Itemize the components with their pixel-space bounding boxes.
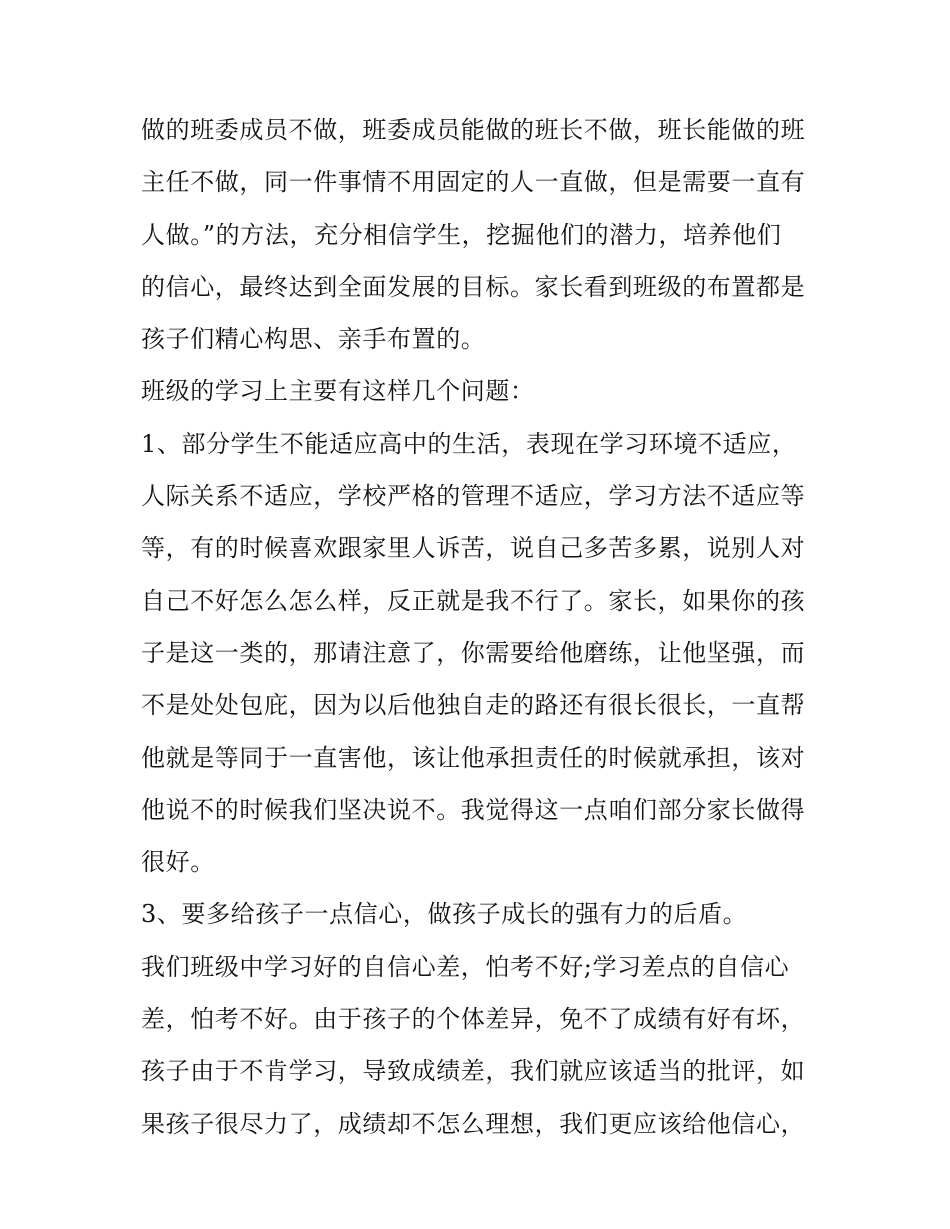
text-line: 班级的学习上主要有这样几个问题： bbox=[141, 377, 535, 406]
text-line: 做的班委成员不做，班委成员能做的班长不做，班长能做的班 bbox=[141, 116, 806, 144]
text-line: 3、要多给孩子一点信心，做孩子成长的强有力的后盾。 bbox=[141, 900, 748, 929]
text-line: 差，怕考不好。由于孩子的个体差异，免不了成绩有好有坏， bbox=[141, 1005, 806, 1034]
text-line: 的信心，最终达到全面发展的目标。家长看到班级的布置都是 bbox=[141, 272, 806, 301]
text-line: 1、部分学生不能适应高中的生活，表现在学习环境不适应， bbox=[141, 429, 797, 458]
text-line: 自己不好怎么怎么样，反正就是我不行了。家长，如果你的孩 bbox=[141, 586, 806, 615]
text-line: 不是处处包庇，因为以后他独自走的路还有很长很长，一直帮 bbox=[141, 691, 806, 720]
text-line: 孩子们精心构思、亲手布置的。 bbox=[141, 325, 486, 354]
text-line: 子是这一类的，那请注意了，你需要给他磨练，让他坚强，而 bbox=[141, 638, 806, 667]
text-line: 主任不做，同一件事情不用固定的人一直做，但是需要一直有 bbox=[141, 168, 806, 197]
text-line: 他就是等同于一直害他，该让他承担责任的时候就承担，该对 bbox=[141, 743, 806, 772]
text-line: 果孩子很尽力了，成绩却不怎么理想，我们更应该给他信心， bbox=[141, 1109, 806, 1138]
body-text bbox=[141, 104, 821, 1150]
text-line: 等，有的时候喜欢跟家里人诉苦，说自己多苦多累，说别人对 bbox=[141, 534, 806, 563]
text-line: 孩子由于不肯学习，导致成绩差，我们就应该适当的批评，如 bbox=[141, 1057, 806, 1086]
text-line: 我们班级中学习好的自信心差，怕考不好;学习差点的自信心 bbox=[141, 952, 790, 981]
text-line: 人做。”的方法，充分相信学生，挖掘他们的潜力，培养他们 bbox=[141, 220, 782, 249]
text-line: 人际关系不适应，学校严格的管理不适应，学习方法不适应等 bbox=[141, 482, 806, 511]
text-line: 他说不的时候我们坚决说不。我觉得这一点咱们部分家长做得 bbox=[141, 795, 806, 824]
text-line: 很好。 bbox=[141, 848, 215, 877]
